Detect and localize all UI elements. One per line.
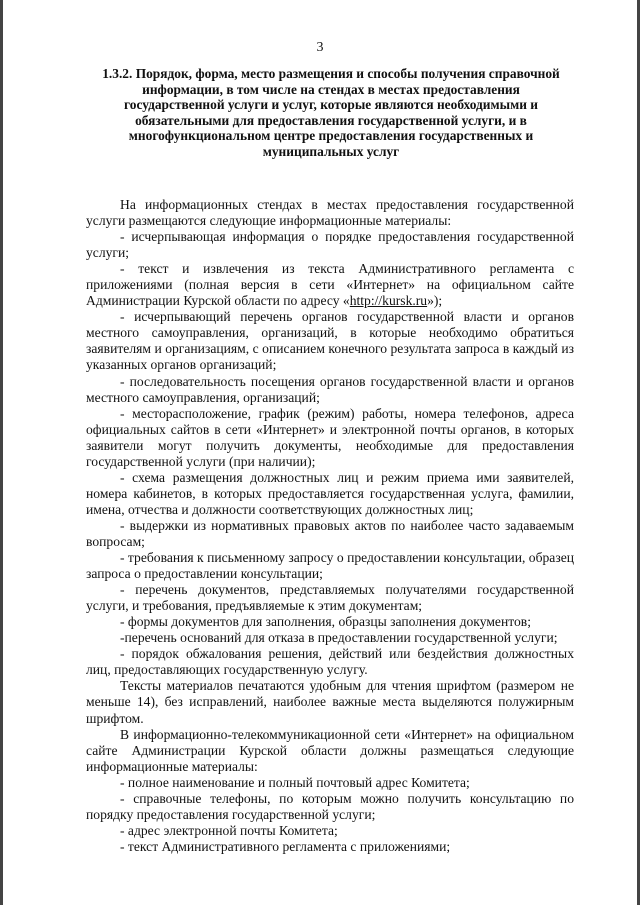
paragraph: В информационно-телекоммуникационной сети «Интернет» на официальном сайте Администрации Курской области должны размещаться следующие информационные материалы:	[86, 726, 574, 774]
link-suffix: »);	[427, 293, 443, 309]
list-item-with-link	[86, 261, 574, 309]
list-item: - адрес электронной почты Комитета;	[120, 822, 338, 838]
list-item: - перечень документов, представляемых получателями государственной услуги, и требования, предъявляемые к этим документам;	[86, 582, 574, 614]
list-item: - требования к письменному запросу о предоставлении консультации, образец запроса о предоставлении консультации;	[86, 550, 574, 582]
page-number: 3	[316, 40, 324, 55]
list-item: - полное наименование и полный почтовый адрес Комитета;	[120, 774, 470, 790]
list-item: - схема размещения должностных лиц и режим приема ими заявителей, номера кабинетов, в которых предоставляется государственная услуга, фамилии, имена, отчества и должности соответствующих должностных лиц;	[86, 469, 574, 517]
list-item: - справочные телефоны, по которым можно получить консультацию по порядку предоставления государственной услуги;	[86, 790, 574, 822]
section-heading: 1.3.2. Порядок, форма, место размещения и способы получения справочной информации, в том числе на стендах в местах предоставления государственной услуги и услуг, которые являются необходимыми и обязательными для предоставления государственной услуги, и в многофункциональном центре предоставления государственных и муниципальных услуг	[102, 66, 560, 159]
paragraph: На информационных стендах в местах предоставления государственной услуги размещаются следующие информационные материалы:	[86, 197, 574, 229]
list-item: - порядок обжалования решения, действий или бездействия должностных лиц, предоставляющих государственную услугу.	[86, 646, 574, 678]
list-item: - текст Административного регламента с приложениями;	[120, 838, 451, 854]
list-item: -перечень оснований для отказа в предоставлении государственной услуги;	[120, 630, 558, 646]
list-item: - исчерпывающая информация о порядке предоставления государственной услуги;	[86, 229, 574, 261]
list-item: - выдержки из нормативных правовых актов по наиболее часто задаваемым вопросам;	[86, 517, 574, 549]
kursk-site-link[interactable]: http://kursk.ru	[349, 293, 428, 309]
document-body	[86, 197, 574, 855]
list-item: - месторасположение, график (режим) работы, номера телефонов, адреса официальных сайтов в сети «Интернет» и электронной почты органов, в которых заявители могут получить документы, необходимые для предоставления государственной услуги (при наличии);	[86, 405, 574, 469]
list-item: - последовательность посещения органов государственной власти и органов местного самоуправления, организаций;	[86, 373, 574, 405]
list-item: - исчерпывающий перечень органов государственной власти и органов местного самоуправления, организаций, в которые необходимо обратиться заявителям и организациям, с описанием конечного результата запроса в каждый из указанных органов организаций;	[86, 309, 574, 373]
link-prefix: - текст и извлечения из текста Административного регламента с приложениями (полная версия в сети «Интернет» на официальном сайте Администрации Курской области по адресу «	[86, 261, 574, 309]
paragraph: Тексты материалов печатаются удобным для чтения шрифтом (размером не меньше 14), без исправлений, наиболее важные места выделяются полужирным шрифтом.	[86, 678, 574, 726]
list-item: - формы документов для заполнения, образцы заполнения документов;	[120, 614, 531, 630]
scan-edge-left	[0, 0, 3, 905]
